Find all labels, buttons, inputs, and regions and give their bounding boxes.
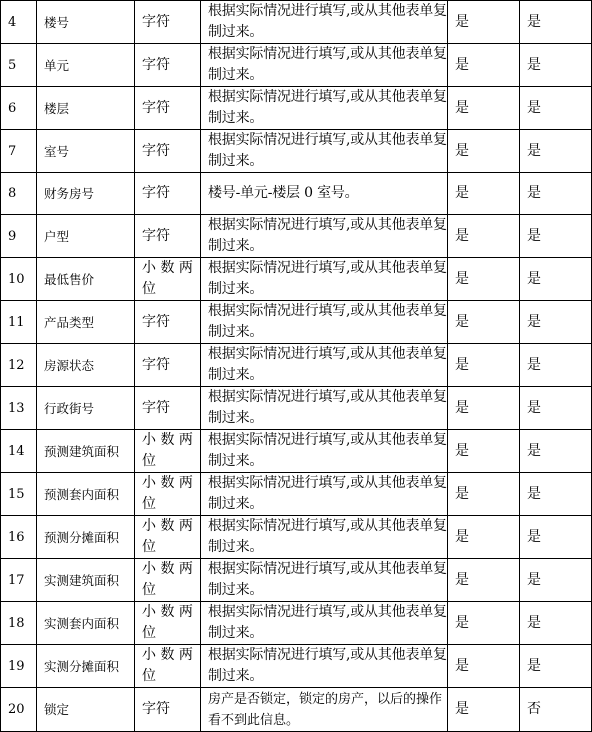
table-row <box>1 215 592 258</box>
description-cell: 根据实际情况进行填写,或从其他表单复制过来。 <box>201 344 448 387</box>
required-flag-cell: 是 <box>448 215 520 258</box>
table-row <box>1 173 592 215</box>
row-number-cell: 9 <box>1 215 37 258</box>
editable-flag-cell: 是 <box>520 130 592 173</box>
table-row <box>1 44 592 87</box>
description-cell: 根据实际情况进行填写,或从其他表单复制过来。 <box>201 301 448 344</box>
required-flag-cell: 是 <box>448 645 520 688</box>
required-flag-cell: 是 <box>448 87 520 130</box>
field-name-cell: 实测分摊面积 <box>37 645 135 688</box>
row-number-cell: 7 <box>1 130 37 173</box>
description-cell: 楼号-单元-楼层 0 室号。 <box>201 173 448 215</box>
table-row <box>1 430 592 473</box>
description-cell: 根据实际情况进行填写,或从其他表单复制过来。 <box>201 44 448 87</box>
field-name-cell: 行政街号 <box>37 387 135 430</box>
editable-flag-cell: 是 <box>520 301 592 344</box>
required-flag-cell: 是 <box>448 473 520 516</box>
row-number-cell: 19 <box>1 645 37 688</box>
field-name-cell: 实测套内面积 <box>37 602 135 645</box>
editable-flag-cell: 是 <box>520 173 592 215</box>
description-cell: 根据实际情况进行填写,或从其他表单复制过来。 <box>201 87 448 130</box>
data-type-cell: 小 数 两 位 <box>135 559 201 602</box>
editable-flag-cell: 是 <box>520 87 592 130</box>
data-type-cell: 字符 <box>135 344 201 387</box>
field-name-cell: 楼号 <box>37 1 135 44</box>
row-number-cell: 17 <box>1 559 37 602</box>
data-type-cell: 小 数 两 位 <box>135 430 201 473</box>
description-cell: 房产是否锁定，锁定的房产，以后的操作看不到此信息。 <box>201 688 448 732</box>
required-flag-cell: 是 <box>448 688 520 732</box>
field-name-cell: 预测套内面积 <box>37 473 135 516</box>
table-row <box>1 602 592 645</box>
editable-flag-cell: 是 <box>520 645 592 688</box>
table-row <box>1 87 592 130</box>
field-name-cell: 预测分摊面积 <box>37 516 135 559</box>
required-flag-cell: 是 <box>448 130 520 173</box>
required-flag-cell: 是 <box>448 516 520 559</box>
description-cell: 根据实际情况进行填写,或从其他表单复制过来。 <box>201 215 448 258</box>
editable-flag-cell: 否 <box>520 688 592 732</box>
editable-flag-cell: 是 <box>520 430 592 473</box>
data-type-cell: 字符 <box>135 173 201 215</box>
table-row <box>1 344 592 387</box>
row-number-cell: 10 <box>1 258 37 301</box>
table-row <box>1 387 592 430</box>
data-type-cell: 字符 <box>135 1 201 44</box>
description-cell: 根据实际情况进行填写,或从其他表单复制过来。 <box>201 645 448 688</box>
data-type-cell: 字符 <box>135 387 201 430</box>
field-name-cell: 室号 <box>37 130 135 173</box>
data-type-cell: 小 数 两 位 <box>135 645 201 688</box>
required-flag-cell: 是 <box>448 173 520 215</box>
row-number-cell: 12 <box>1 344 37 387</box>
required-flag-cell: 是 <box>448 344 520 387</box>
data-type-cell: 字符 <box>135 87 201 130</box>
table-body <box>1 1 592 732</box>
data-type-cell: 小 数 两 位 <box>135 473 201 516</box>
editable-flag-cell: 是 <box>520 1 592 44</box>
row-number-cell: 13 <box>1 387 37 430</box>
table-row <box>1 645 592 688</box>
row-number-cell: 14 <box>1 430 37 473</box>
row-number-cell: 20 <box>1 688 37 732</box>
editable-flag-cell: 是 <box>520 44 592 87</box>
data-type-cell: 小 数 两 位 <box>135 258 201 301</box>
table-row <box>1 130 592 173</box>
description-cell: 根据实际情况进行填写,或从其他表单复制过来。 <box>201 130 448 173</box>
required-flag-cell: 是 <box>448 1 520 44</box>
required-flag-cell: 是 <box>448 602 520 645</box>
table-row <box>1 688 592 732</box>
field-name-cell: 产品类型 <box>37 301 135 344</box>
editable-flag-cell: 是 <box>520 602 592 645</box>
editable-flag-cell: 是 <box>520 344 592 387</box>
editable-flag-cell: 是 <box>520 215 592 258</box>
description-cell: 根据实际情况进行填写,或从其他表单复制过来。 <box>201 258 448 301</box>
table-row <box>1 559 592 602</box>
data-type-cell: 字符 <box>135 688 201 732</box>
row-number-cell: 11 <box>1 301 37 344</box>
data-type-cell: 小 数 两 位 <box>135 602 201 645</box>
row-number-cell: 18 <box>1 602 37 645</box>
description-cell: 根据实际情况进行填写,或从其他表单复制过来。 <box>201 430 448 473</box>
table-row <box>1 473 592 516</box>
data-type-cell: 字符 <box>135 130 201 173</box>
editable-flag-cell: 是 <box>520 258 592 301</box>
editable-flag-cell: 是 <box>520 473 592 516</box>
required-flag-cell: 是 <box>448 258 520 301</box>
row-number-cell: 16 <box>1 516 37 559</box>
description-cell: 根据实际情况进行填写,或从其他表单复制过来。 <box>201 1 448 44</box>
description-cell: 根据实际情况进行填写,或从其他表单复制过来。 <box>201 559 448 602</box>
row-number-cell: 5 <box>1 44 37 87</box>
description-cell: 根据实际情况进行填写,或从其他表单复制过来。 <box>201 387 448 430</box>
row-number-cell: 15 <box>1 473 37 516</box>
field-name-cell: 预测建筑面积 <box>37 430 135 473</box>
data-type-cell: 小 数 两 位 <box>135 516 201 559</box>
row-number-cell: 6 <box>1 87 37 130</box>
field-name-cell: 单元 <box>37 44 135 87</box>
required-flag-cell: 是 <box>448 44 520 87</box>
data-type-cell: 字符 <box>135 215 201 258</box>
required-flag-cell: 是 <box>448 387 520 430</box>
editable-flag-cell: 是 <box>520 559 592 602</box>
table-row <box>1 301 592 344</box>
description-cell: 根据实际情况进行填写,或从其他表单复制过来。 <box>201 516 448 559</box>
editable-flag-cell: 是 <box>520 387 592 430</box>
data-type-cell: 字符 <box>135 301 201 344</box>
field-name-cell: 户型 <box>37 215 135 258</box>
row-number-cell: 4 <box>1 1 37 44</box>
description-cell: 根据实际情况进行填写,或从其他表单复制过来。 <box>201 602 448 645</box>
field-name-cell: 楼层 <box>37 87 135 130</box>
field-name-cell: 实测建筑面积 <box>37 559 135 602</box>
table-row <box>1 1 592 44</box>
field-name-cell: 最低售价 <box>37 258 135 301</box>
description-cell: 根据实际情况进行填写,或从其他表单复制过来。 <box>201 473 448 516</box>
required-flag-cell: 是 <box>448 301 520 344</box>
editable-flag-cell: 是 <box>520 516 592 559</box>
row-number-cell: 8 <box>1 173 37 215</box>
required-flag-cell: 是 <box>448 559 520 602</box>
field-name-cell: 房源状态 <box>37 344 135 387</box>
required-flag-cell: 是 <box>448 430 520 473</box>
table-row <box>1 258 592 301</box>
table-row <box>1 516 592 559</box>
data-type-cell: 字符 <box>135 44 201 87</box>
field-name-cell: 锁定 <box>37 688 135 732</box>
field-name-cell: 财务房号 <box>37 173 135 215</box>
